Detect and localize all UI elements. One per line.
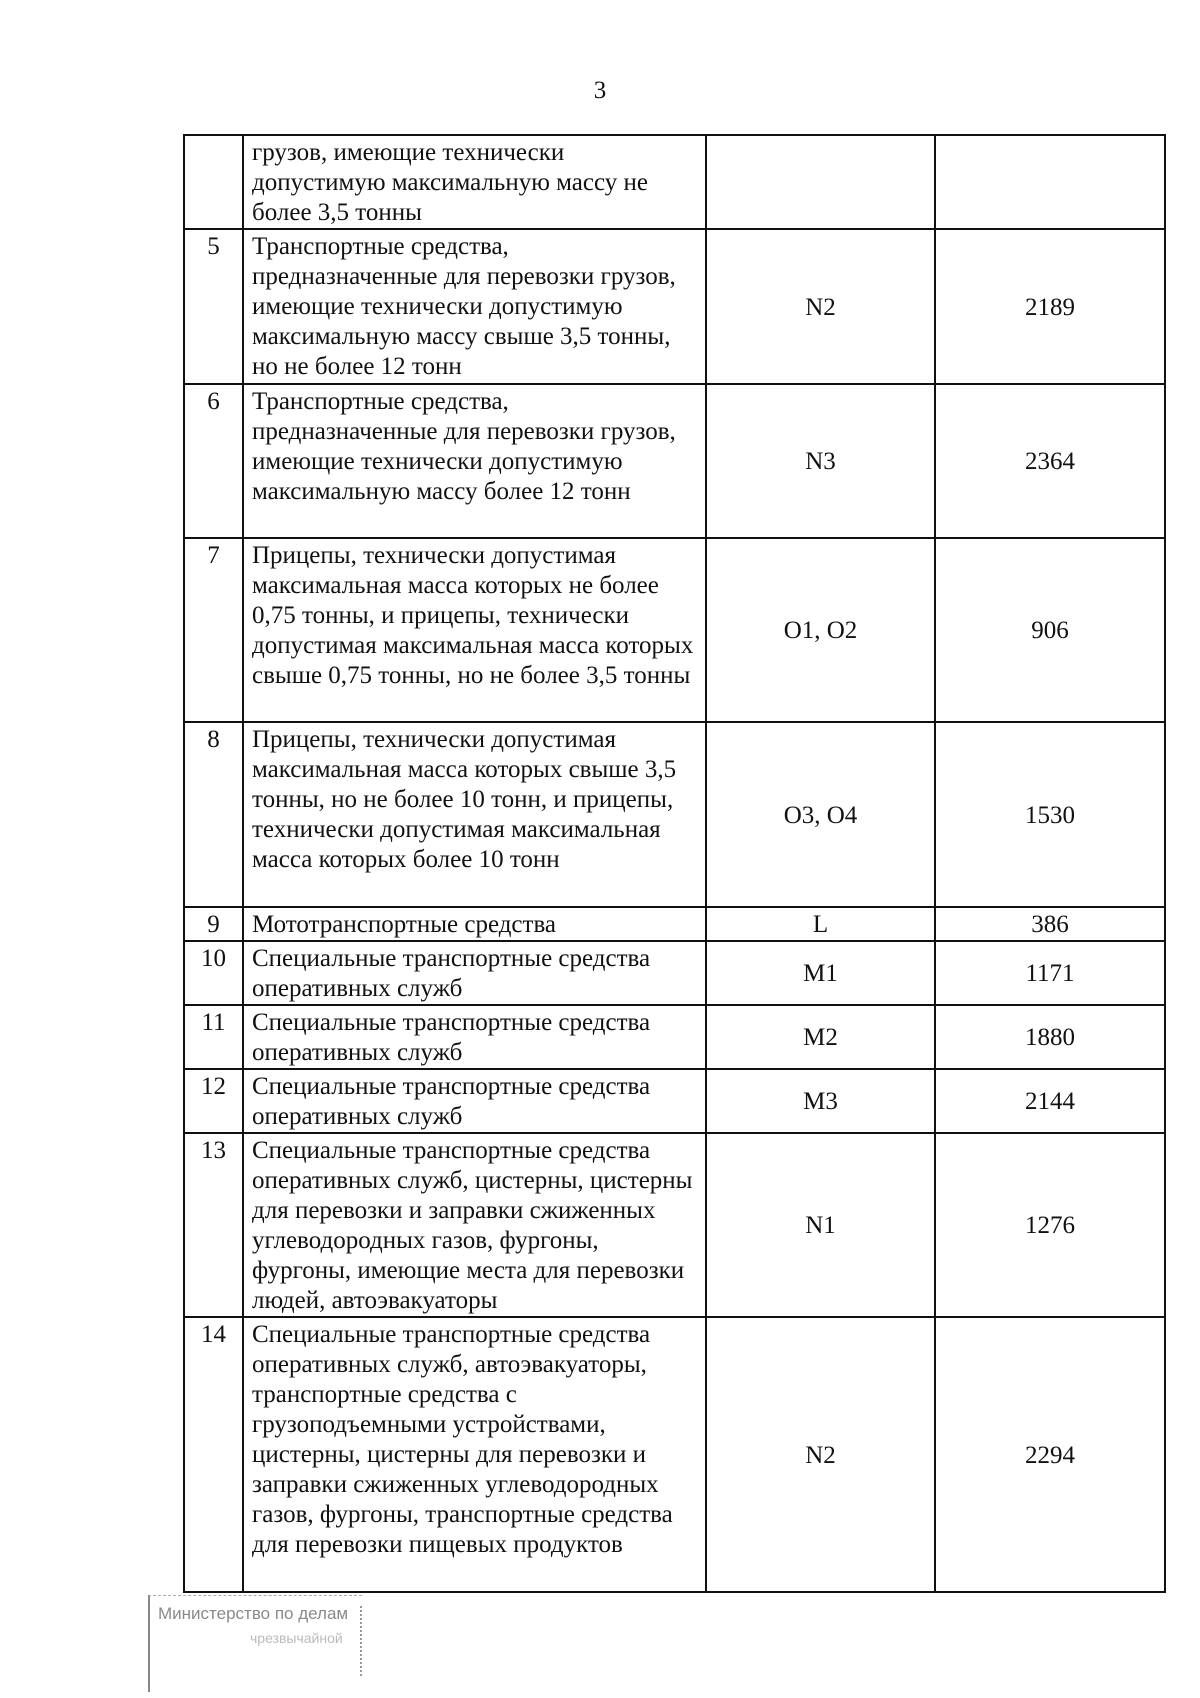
row-number: [184, 135, 243, 229]
row-number: 10: [184, 941, 243, 1005]
fee-amount: 1171: [935, 941, 1165, 1005]
vehicle-category: N2: [706, 1317, 935, 1592]
vehicle-description: Специальные транспортные средства оперативных служб: [243, 1069, 706, 1133]
vehicle-description: Мототранспортные средства: [243, 907, 706, 941]
fee-amount: 2189: [935, 229, 1165, 384]
row-number: 7: [184, 538, 243, 722]
table-row: [184, 1317, 1165, 1592]
vehicle-description: грузов, имеющие технически допустимую максимальную массу не более 3,5 тонны: [243, 135, 706, 229]
vehicle-category: [706, 135, 935, 229]
vehicle-description: Специальные транспортные средства оперативных служб, автоэвакуаторы, транспортные средства с грузоподъемными устройствами, цистерны, цистерны для перевозки и заправки сжиженных углеводородных газов, фургоны, транспортные средства для перевозки пищевых продуктов: [243, 1317, 706, 1592]
row-number: 6: [184, 384, 243, 538]
fee-amount: 1880: [935, 1005, 1165, 1069]
vehicle-description: Транспортные средства, предназначенные для перевозки грузов, имеющие технически допустимую максимальную массу более 12 тонн: [243, 384, 706, 538]
row-number: 8: [184, 722, 243, 907]
table-row: [184, 1005, 1165, 1069]
table-row: [184, 941, 1165, 1005]
row-number: 14: [184, 1317, 243, 1592]
vehicle-description: Прицепы, технически допустимая максимальная масса которых свыше 3,5 тонны, но не более 10 тонн, и прицепы, технически допустимая максимальная масса которых более 10 тонн: [243, 722, 706, 907]
vehicle-category: M1: [706, 941, 935, 1005]
table-row: [184, 907, 1165, 941]
page-number: 3: [593, 77, 607, 104]
vehicle-category-fee-table: [183, 134, 1166, 1593]
table-row: [184, 1133, 1165, 1317]
row-number: 13: [184, 1133, 243, 1317]
table-row: [184, 538, 1165, 722]
fee-amount: 2364: [935, 384, 1165, 538]
vehicle-category: N3: [706, 384, 935, 538]
table-row: [184, 135, 1165, 229]
vehicle-description: Специальные транспортные средства оперативных служб, цистерны, цистерны для перевозки и заправки сжиженных углеводородных газов, фургоны, фургоны, имеющие места для перевозки людей, автоэвакуаторы: [243, 1133, 706, 1317]
fee-amount: 2294: [935, 1317, 1165, 1592]
fee-amount: 386: [935, 907, 1165, 941]
vehicle-category: N2: [706, 229, 935, 384]
row-number: 5: [184, 229, 243, 384]
row-number: 11: [184, 1005, 243, 1069]
row-number: 12: [184, 1069, 243, 1133]
vehicle-category: O3, O4: [706, 722, 935, 907]
vehicle-description: Специальные транспортные средства оперативных служб: [243, 1005, 706, 1069]
row-number: 9: [184, 907, 243, 941]
vehicle-description: Специальные транспортные средства оперативных служб: [243, 941, 706, 1005]
fee-amount: 2144: [935, 1069, 1165, 1133]
fee-amount: 1276: [935, 1133, 1165, 1317]
vehicle-category: M2: [706, 1005, 935, 1069]
fee-amount: 906: [935, 538, 1165, 722]
vehicle-category: O1, O2: [706, 538, 935, 722]
vehicle-description: Транспортные средства, предназначенные для перевозки грузов, имеющие технически допустимую максимальную массу свыше 3,5 тонны, но не более 12 тонн: [243, 229, 706, 384]
table-row: [184, 1069, 1165, 1133]
table-row: [184, 229, 1165, 384]
table-row: [184, 384, 1165, 538]
vehicle-category: L: [706, 907, 935, 941]
vehicle-category: N1: [706, 1133, 935, 1317]
table-row: [184, 722, 1165, 907]
fee-amount: [935, 135, 1165, 229]
stamp-text: чрезвычайной: [250, 1630, 343, 1646]
stamp-border: [360, 1606, 362, 1676]
fee-amount: 1530: [935, 722, 1165, 907]
vehicle-category: M3: [706, 1069, 935, 1133]
vehicle-description: Прицепы, технически допустимая максимальная масса которых не более 0,75 тонны, и прицепы, технически допустимая максимальная масса которых свыше 0,75 тонны, но не более 3,5 тонны: [243, 538, 706, 722]
stamp-text: Министерство по делам: [158, 1604, 349, 1623]
ministry-stamp: [148, 1595, 362, 1692]
